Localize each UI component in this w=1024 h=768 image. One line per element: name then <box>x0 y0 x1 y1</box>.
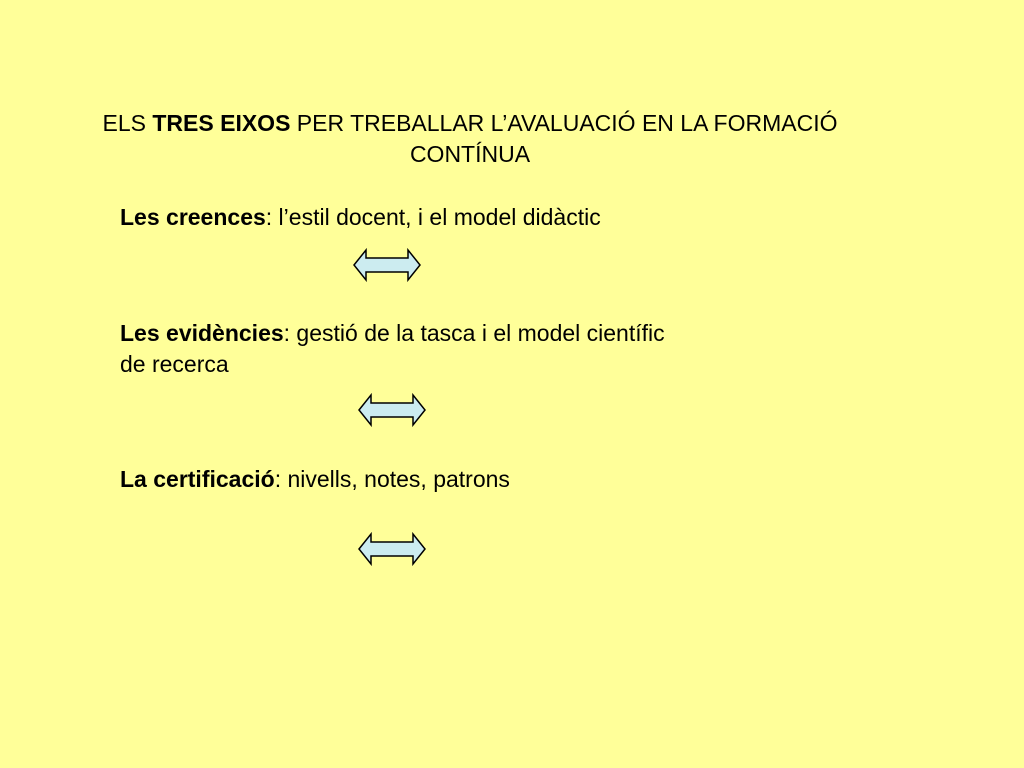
double-arrow-icon <box>352 246 422 284</box>
point-certificacio <box>120 464 680 495</box>
title-rest: PER TREBALLAR L’AVALUACIÓ EN LA FORMACIÓ <box>290 110 838 136</box>
double-arrow-icon <box>357 391 427 429</box>
point-text: : l’estil docent, i el model didàctic <box>265 204 601 230</box>
point-text: : gestió de la tasca i el model científic de recerca <box>120 320 665 377</box>
title-bold: TRES EIXOS <box>152 110 291 136</box>
point-term: La certificació <box>120 466 275 492</box>
title-line2: CONTÍNUA <box>409 141 531 167</box>
point-text: : nivells, notes, patrons <box>274 466 510 492</box>
point-evidencies <box>120 318 680 380</box>
title-prefix: ELS <box>102 110 153 136</box>
point-term: Les creences <box>120 204 266 230</box>
slide-title <box>40 108 900 170</box>
point-term: Les evidències <box>120 320 284 346</box>
double-arrow-icon <box>357 530 427 568</box>
point-creences <box>120 202 680 233</box>
